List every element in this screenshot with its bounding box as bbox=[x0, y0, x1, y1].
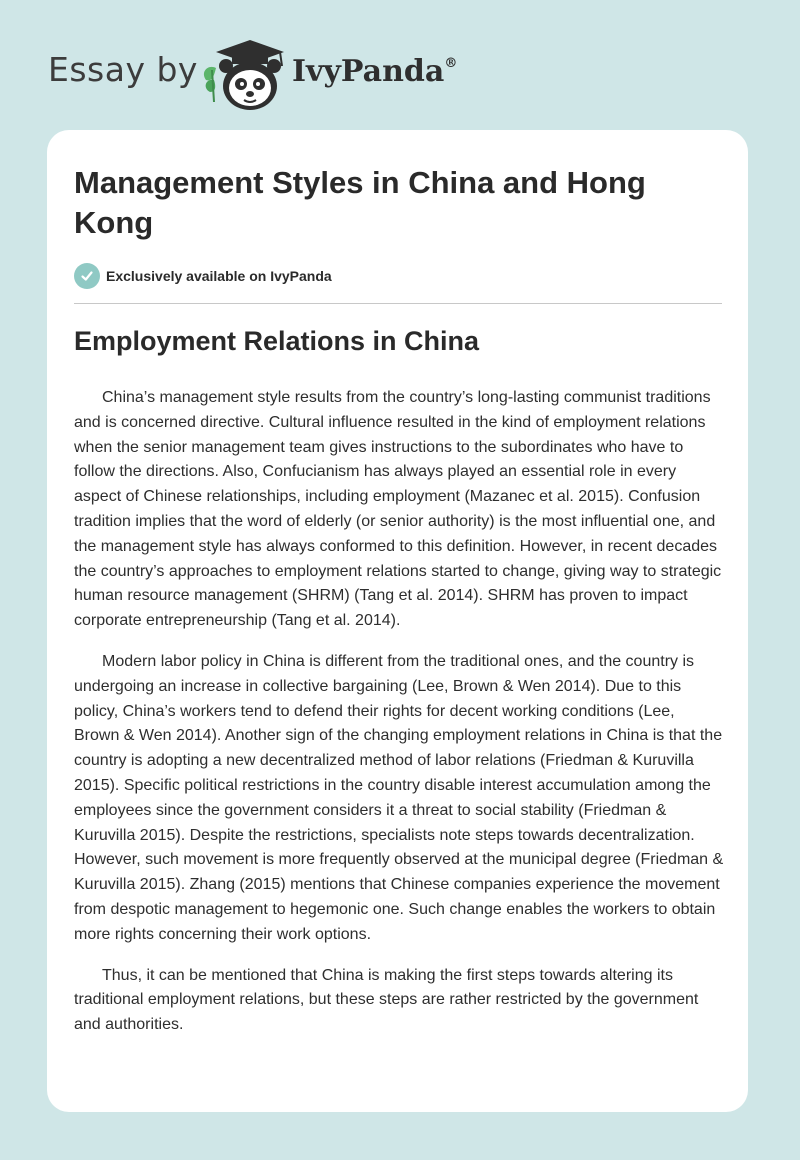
section-title: Employment Relations in China bbox=[74, 326, 480, 356]
site-header bbox=[0, 0, 800, 130]
essay-by-label: Essay by bbox=[48, 50, 198, 89]
essay-card bbox=[47, 130, 748, 1112]
paragraph: China’s management style results from the country’s long-lasting communist traditions and is concerned directive. Cultural influence resulted in the kind of employment relations when the senior management team gives instructions to the subordinates who have to follow the directions. Also, Confucianism has always played an essential role in every aspect of Chinese relationships, including employment (Mazanec et al. 2015). Confusion tradition implies that the word of elderly (or senior authority) is the most influential one, and the management style has always conformed to this definition. However, in recent decades the country’s approaches to employment relations started to change, giving way to strategic human resource management (SHRM) (Tang et al. 2014). SHRM has proven to impact corporate entrepreneurship (Tang et al. 2014). bbox=[74, 389, 722, 630]
brand-text: IvyPanda bbox=[292, 54, 445, 89]
article-body bbox=[74, 386, 724, 1054]
brand-name[interactable] bbox=[292, 54, 457, 89]
registered-mark: ® bbox=[444, 56, 458, 71]
divider bbox=[74, 303, 722, 304]
paragraph: Thus, it can be mentioned that China is making the first steps towards altering its traditional employment relations, but these steps are rather restricted by the government and authorities. bbox=[74, 966, 699, 1034]
exclusive-badge bbox=[74, 263, 332, 289]
checkmark-icon bbox=[74, 263, 100, 289]
panda-logo-icon[interactable] bbox=[200, 36, 292, 112]
paragraph: Modern labor policy in China is different from the traditional ones, and the country is undergoing an increase in collective bargaining (Lee, Brown & Wen 2014). Due to this policy, China’s workers tend to defend their rights for decent working conditions (Lee, Brown & Wen 2014). Another sign of the changing employment relations in China is that the country is adopting a new decentralized method of labor relations (Friedman & Kuruvilla 2015). Specific political restrictions in the country disable interest accumulation among the employees since the government considers it a threat to social stability (Friedman & Kuruvilla 2015). Despite the restrictions, specialists note steps towards decentralization. However, such movement is more frequently observed at the municipal degree (Friedman & Kuruvilla 2015). Zhang (2015) mentions that Chinese companies experience the movement from despotic management to hegemonic one. Such change enables the workers to obtain more rights concerning their work options. bbox=[74, 652, 724, 943]
badge-label: Exclusively available on IvyPanda bbox=[106, 268, 332, 284]
page-title: Management Styles in China and Hong Kong bbox=[74, 165, 646, 240]
